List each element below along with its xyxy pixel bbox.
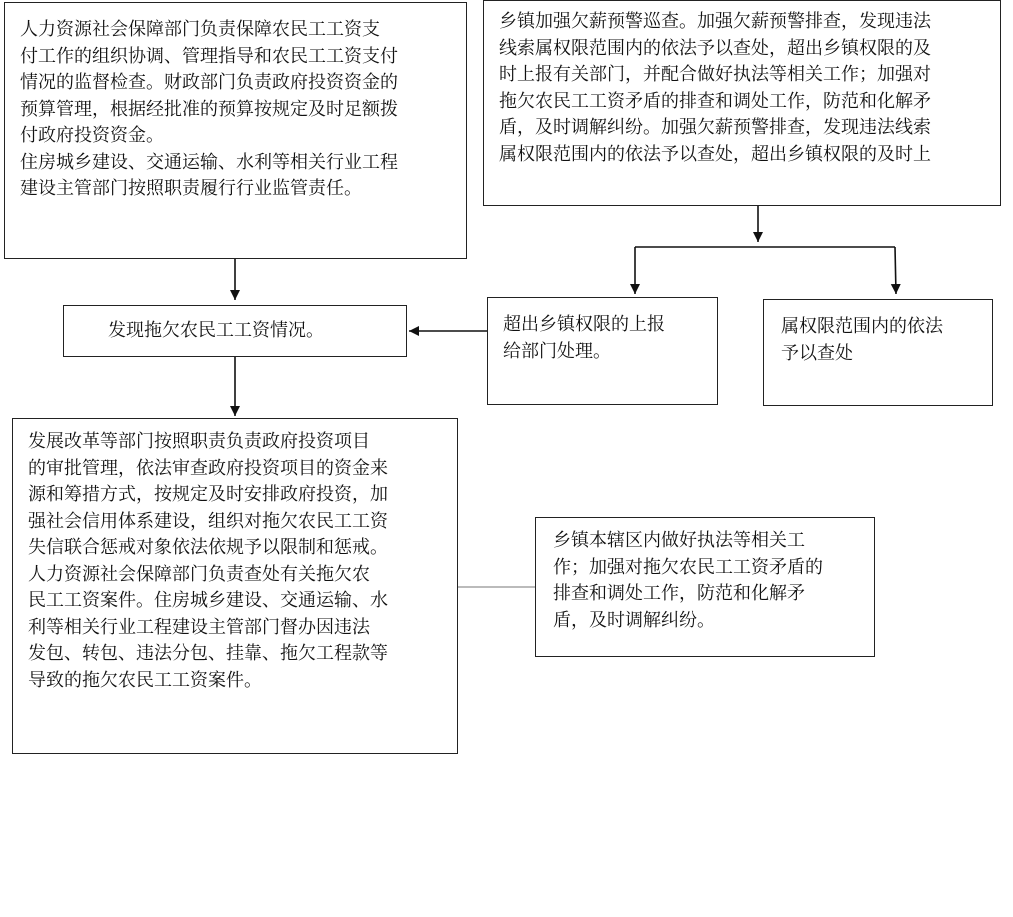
report-up-box xyxy=(487,297,718,405)
ndrc-text: 发展改革等部门按照职责负责政府投资项目 的审批管理，依法审查政府投资项目的资金来 源和筹措方式，按规定及时安排政府投资，加 强社会信用体系建设，组织对拖欠农民工工资 失信联合惩戒对象依法依规予以限制和惩戒。 人力资源社会保障部门负责查处有关拖欠农 民工工资案件。住房城乡建设、交通运输、水 利等相关行业工程建设主管部门督办因违法 发包、转包、违法分包、挂靠、拖欠工程款等 导致的拖欠农民工工资案件。 xyxy=(28,431,388,691)
discover-box xyxy=(63,305,407,357)
hr-finance-box xyxy=(4,2,467,259)
township-local-box xyxy=(535,517,875,657)
within-authority-text: 属权限范围内的依法 予以查处 xyxy=(781,316,943,364)
township-warning-text: 乡镇加强欠薪预警巡查。加强欠薪预警排查，发现违法 线索属权限范围内的依法予以查处，超出乡镇权限的及 时上报有关部门，并配合做好执法等相关工作；加强对 拖欠农民工工资矛盾的排查和调处工作，防范和化解矛 盾，及时调解纠纷。加强欠薪预警排查，发现违法线索 属权限范围内的依法予以查处，超出乡镇权限的及时上 xyxy=(499,11,931,165)
discover-text: 发现拖欠农民工工资情况。 xyxy=(108,320,324,341)
arrow-to-within-authority xyxy=(895,247,896,294)
within-authority-box xyxy=(763,299,993,406)
township-local-text: 乡镇本辖区内做好执法等相关工 作；加强对拖欠农民工工资矛盾的 排查和调处工作，防范和化解矛 盾，及时调解纠纷。 xyxy=(553,530,823,631)
hr-finance-text: 人力资源社会保障部门负责保障农民工工资支 付工作的组织协调、管理指导和农民工工资支付 情况的监督检查。财政部门负责政府投资资金的 预算管理，根据经批准的预算按规定及时足额拨 付政府投资资金。 住房城乡建设、交通运输、水利等相关行业工程 建设主管部门按照职责履行行业监管责任。 xyxy=(20,19,398,199)
ndrc-box xyxy=(12,418,458,754)
township-warning-box xyxy=(483,0,1001,206)
report-up-text: 超出乡镇权限的上报 给部门处理。 xyxy=(503,314,665,362)
